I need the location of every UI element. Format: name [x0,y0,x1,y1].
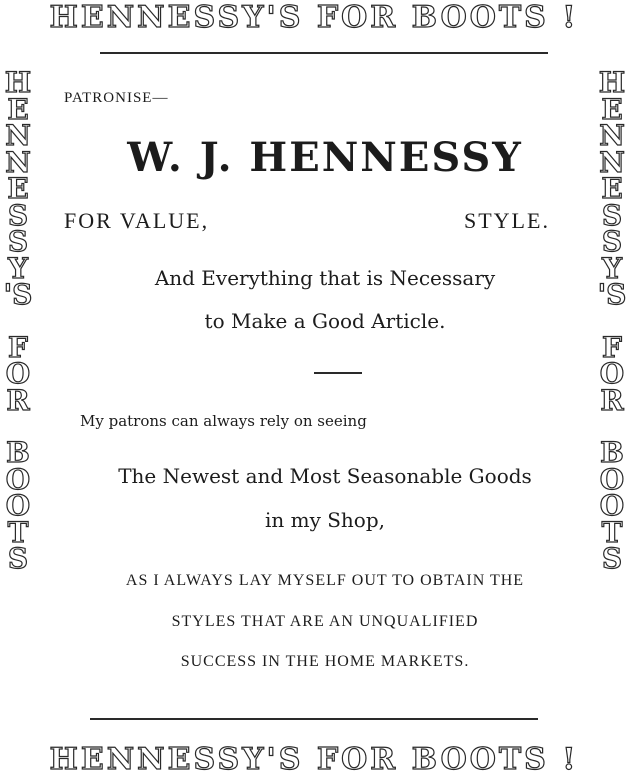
left-side-letter: S [7,542,29,575]
right-side-letter: R [600,383,624,417]
caps-line-1: AS I ALWAYS LAY MYSELF OUT TO OBTAIN THE [125,572,525,589]
left-side-banner [0,66,36,710]
left-side-letter: T [7,515,29,549]
right-side-letter: S [601,542,623,575]
right-side-letter: H [598,66,626,99]
good-article-line: to Make a Good Article. [204,309,446,333]
caps-line-2: STYLES THAT ARE AN UNQUALIFIED [171,613,479,630]
right-side-banner [594,66,628,710]
right-side-letter: E [601,172,623,205]
short-divider [314,372,362,374]
left-side-letter: O [5,357,31,390]
right-side-letter: E [601,92,623,126]
left-side-letter: 'S [3,278,33,311]
right-side-letter: S [601,225,623,258]
left-side-letter: S [7,198,29,232]
left-side-letter: S [7,225,29,258]
bottom-rule [90,718,538,720]
right-side-letter: N [599,145,625,179]
style-text: STYLE. [464,208,550,233]
caps-line-3: SUCCESS IN THE HOME MARKETS. [180,653,470,670]
left-side-letter: O [5,462,31,496]
top-rule [100,52,548,54]
right-side-letter: O [599,462,625,496]
bottom-banner: HENNESSY'S FOR BOOTS ! [49,742,579,777]
right-side-letter: O [599,357,625,390]
merchant-name: W. J. HENNESSY [127,134,523,181]
right-side-letter: 'S [597,278,627,311]
everything-line: And Everything that is Necessary [154,266,496,290]
left-side-letter: E [7,92,29,126]
left-side-letter: E [7,172,29,205]
right-side-letter: F [602,330,622,364]
right-side-letter: S [601,198,623,232]
shop-line: in my Shop, [264,508,386,532]
left-side-letter: H [4,66,32,99]
top-banner: HENNESSY'S FOR BOOTS ! [49,0,579,35]
patronise-label: PATRONISE— [64,90,169,106]
right-side-letter: B [600,436,624,469]
left-side-letter: R [6,383,30,417]
right-side-letter: T [601,515,623,549]
right-side-letter: O [599,489,625,522]
newest-goods-line: The Newest and Most Seasonable Goods [118,464,532,488]
left-side-letter: N [5,145,31,179]
left-side-letter: N [5,119,31,152]
left-side-letter: B [6,436,30,469]
for-value-text: FOR VALUE, [64,208,210,233]
left-side-letter: Y [8,251,28,285]
right-side-letter: Y [602,251,622,285]
left-side-letter: O [5,489,31,522]
right-side-letter: N [599,119,625,152]
left-side-letter: F [8,330,28,364]
patrons-line: My patrons can always rely on seeing [80,412,367,430]
